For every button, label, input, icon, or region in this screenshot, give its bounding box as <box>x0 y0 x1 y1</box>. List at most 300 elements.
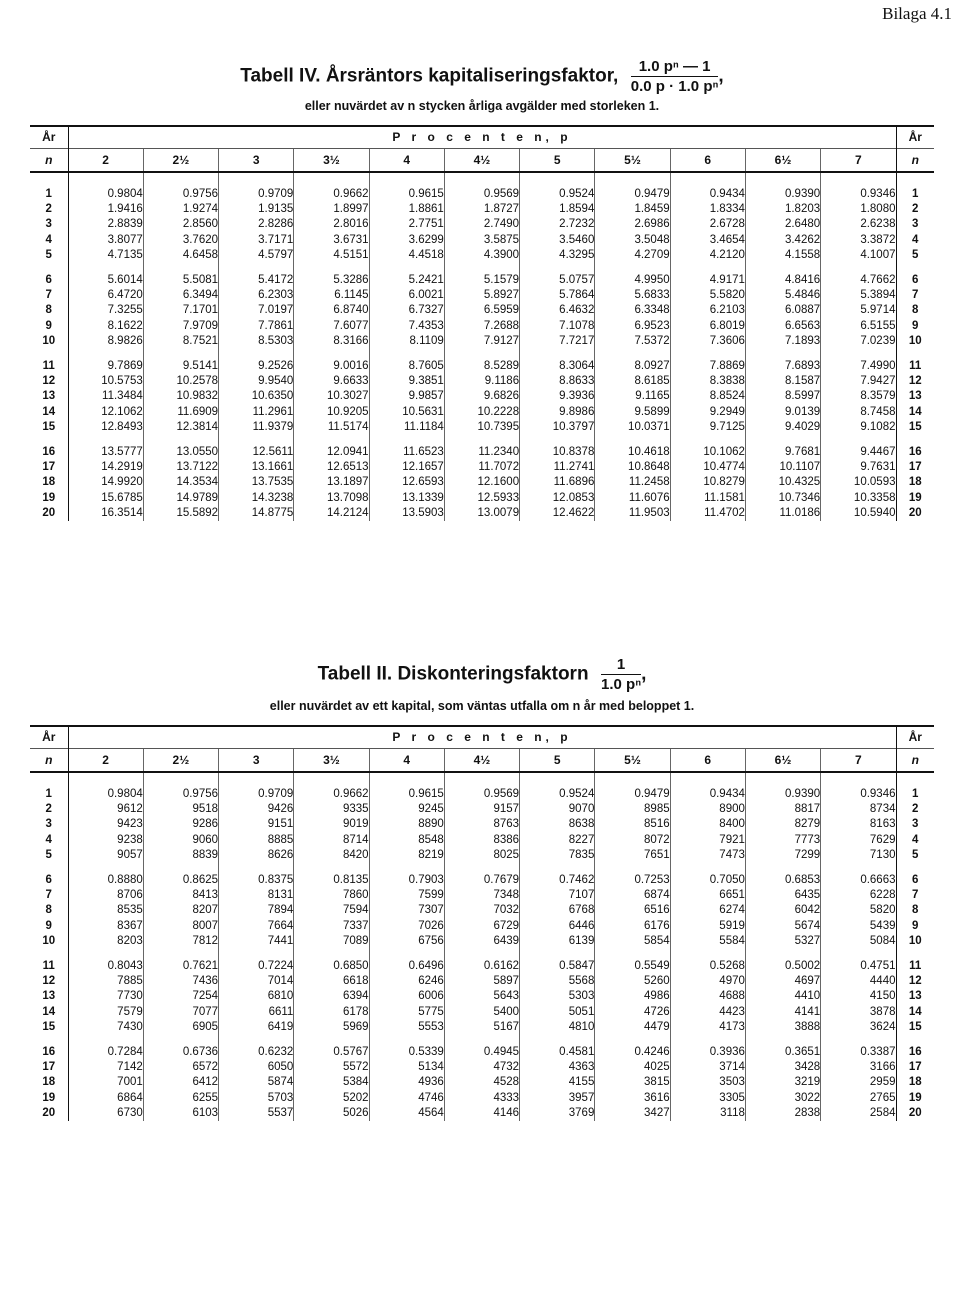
value-cell: 3957 <box>520 1091 595 1106</box>
spacer-cell <box>444 863 519 873</box>
value-cell: 7.8869 <box>670 359 745 374</box>
spacer-cell <box>68 263 143 273</box>
value-cell: 11.0186 <box>745 506 820 521</box>
spacer-cell <box>745 772 820 787</box>
spacer-cell <box>745 863 820 873</box>
spacer-cell <box>30 772 68 787</box>
table-row <box>30 833 934 848</box>
value-cell: 5874 <box>219 1075 294 1090</box>
table-row <box>30 787 934 802</box>
year-sub-right: n <box>896 748 934 772</box>
year-sub-right: n <box>896 148 934 172</box>
year-cell-right: 7 <box>896 288 934 303</box>
value-cell: 8706 <box>68 888 143 903</box>
value-cell: 3878 <box>821 1005 896 1020</box>
value-cell: 12.0941 <box>294 445 369 460</box>
value-cell: 6446 <box>520 919 595 934</box>
value-cell: 3.7171 <box>219 233 294 248</box>
value-cell: 2765 <box>821 1091 896 1106</box>
spacer-cell <box>369 949 444 959</box>
value-cell: 11.6523 <box>369 445 444 460</box>
spacer-cell <box>219 772 294 787</box>
value-cell: 0.7284 <box>68 1045 143 1060</box>
value-cell: 5.6833 <box>595 288 670 303</box>
value-cell: 4423 <box>670 1005 745 1020</box>
value-cell: 9.4467 <box>821 445 896 460</box>
value-cell: 9.1082 <box>821 420 896 435</box>
value-cell: 8890 <box>369 817 444 832</box>
table-row <box>30 460 934 475</box>
value-cell: 8.6185 <box>595 374 670 389</box>
value-cell: 7651 <box>595 848 670 863</box>
year-cell-left: 16 <box>30 445 68 460</box>
spacer-cell <box>219 263 294 273</box>
value-cell: 0.9434 <box>670 787 745 802</box>
year-cell-right: 12 <box>896 374 934 389</box>
value-cell: 7.9427 <box>821 374 896 389</box>
header-row-percents <box>30 148 934 172</box>
appendix-label: Bilaga 4.1 <box>882 4 952 23</box>
table-row <box>30 848 934 863</box>
percent-column-header: 5½ <box>595 748 670 772</box>
value-cell: 6103 <box>143 1106 218 1121</box>
value-cell: 0.9804 <box>68 787 143 802</box>
table-iv-section <box>30 58 934 521</box>
table-row <box>30 959 934 974</box>
year-cell-right: 17 <box>896 1060 934 1075</box>
value-cell: 7579 <box>68 1005 143 1020</box>
value-cell: 3.8077 <box>68 233 143 248</box>
formula-denominator: 0.0 p · 1.0 pⁿ <box>630 78 719 95</box>
value-cell: 6810 <box>219 989 294 1004</box>
value-cell: 0.7253 <box>595 873 670 888</box>
year-cell-right: 14 <box>896 405 934 420</box>
value-cell: 3815 <box>595 1075 670 1090</box>
value-cell: 10.2228 <box>444 405 519 420</box>
spacer-cell <box>595 863 670 873</box>
year-cell-right: 3 <box>896 817 934 832</box>
value-cell: 9.5899 <box>595 405 670 420</box>
spacer-cell <box>294 949 369 959</box>
table-iv-formula <box>631 58 719 95</box>
value-cell: 6246 <box>369 974 444 989</box>
group-spacer <box>30 863 934 873</box>
year-header-right: År <box>896 726 934 748</box>
value-cell: 10.6350 <box>219 389 294 404</box>
value-cell: 4.7135 <box>68 248 143 263</box>
percent-column-header: 4½ <box>444 748 519 772</box>
table-row <box>30 903 934 918</box>
value-cell: 8734 <box>821 802 896 817</box>
value-cell: 13.0079 <box>444 506 519 521</box>
spacer-cell <box>745 349 820 359</box>
value-cell: 0.9756 <box>143 187 218 202</box>
value-cell: 5167 <box>444 1020 519 1035</box>
table-row <box>30 1091 934 1106</box>
value-cell: 4726 <box>595 1005 670 1020</box>
value-cell: 12.1657 <box>369 460 444 475</box>
value-cell: 1.8861 <box>369 202 444 217</box>
value-cell: 0.6496 <box>369 959 444 974</box>
table-row <box>30 233 934 248</box>
value-cell: 8.8524 <box>670 389 745 404</box>
value-cell: 7337 <box>294 919 369 934</box>
value-cell: 2.8839 <box>68 217 143 232</box>
group-spacer <box>30 772 934 787</box>
value-cell: 0.6853 <box>745 873 820 888</box>
spacer-cell <box>294 172 369 187</box>
value-cell: 14.3238 <box>219 491 294 506</box>
value-cell: 0.5268 <box>670 959 745 974</box>
year-cell-left: 16 <box>30 1045 68 1060</box>
value-cell: 8.7458 <box>821 405 896 420</box>
value-cell: 7.6077 <box>294 319 369 334</box>
value-cell: 1.9416 <box>68 202 143 217</box>
value-cell: 0.9390 <box>745 787 820 802</box>
value-cell: 8535 <box>68 903 143 918</box>
value-cell: 7.9709 <box>143 319 218 334</box>
value-cell: 3.5875 <box>444 233 519 248</box>
year-cell-right: 19 <box>896 491 934 506</box>
percent-column-header: 2½ <box>143 748 218 772</box>
value-cell: 0.9569 <box>444 787 519 802</box>
value-cell: 0.8135 <box>294 873 369 888</box>
table-row <box>30 248 934 263</box>
spacer-cell <box>595 172 670 187</box>
spacer-cell <box>369 172 444 187</box>
year-cell-right: 8 <box>896 903 934 918</box>
value-cell: 12.1062 <box>68 405 143 420</box>
percent-header: P r o c e n t e n, p <box>68 126 896 148</box>
value-cell: 0.9524 <box>520 187 595 202</box>
spacer-cell <box>595 349 670 359</box>
value-cell: 6905 <box>143 1020 218 1035</box>
value-cell: 12.1600 <box>444 475 519 490</box>
value-cell: 4936 <box>369 1075 444 1090</box>
year-cell-left: 11 <box>30 359 68 374</box>
value-cell: 9423 <box>68 817 143 832</box>
value-cell: 4.5797 <box>219 248 294 263</box>
spacer-cell <box>896 435 934 445</box>
spacer-cell <box>219 1035 294 1045</box>
spacer-cell <box>896 349 934 359</box>
value-cell: 3118 <box>670 1106 745 1121</box>
table-row <box>30 1020 934 1035</box>
year-cell-left: 11 <box>30 959 68 974</box>
spacer-cell <box>30 435 68 445</box>
value-cell: 9.2526 <box>219 359 294 374</box>
spacer-cell <box>294 1035 369 1045</box>
value-cell: 5327 <box>745 934 820 949</box>
value-cell: 7254 <box>143 989 218 1004</box>
value-cell: 8.9826 <box>68 334 143 349</box>
value-cell: 7.0239 <box>821 334 896 349</box>
value-cell: 7.4990 <box>821 359 896 374</box>
value-cell: 7026 <box>369 919 444 934</box>
value-cell: 7436 <box>143 974 218 989</box>
value-cell: 5674 <box>745 919 820 934</box>
year-cell-right: 18 <box>896 1075 934 1090</box>
value-cell: 5553 <box>369 1020 444 1035</box>
value-cell: 6.4720 <box>68 288 143 303</box>
year-cell-left: 20 <box>30 506 68 521</box>
value-cell: 1.8203 <box>745 202 820 217</box>
spacer-cell <box>670 172 745 187</box>
value-cell: 7835 <box>520 848 595 863</box>
spacer-cell <box>143 949 218 959</box>
value-cell: 5820 <box>821 903 896 918</box>
spacer-cell <box>30 949 68 959</box>
value-cell: 10.9832 <box>143 389 218 404</box>
value-cell: 7773 <box>745 833 820 848</box>
table-row <box>30 389 934 404</box>
value-cell: 4.4518 <box>369 248 444 263</box>
value-cell: 12.5933 <box>444 491 519 506</box>
value-cell: 8885 <box>219 833 294 848</box>
value-cell: 10.3027 <box>294 389 369 404</box>
value-cell: 5.3894 <box>821 288 896 303</box>
spacer-cell <box>821 172 896 187</box>
value-cell: 8.7521 <box>143 334 218 349</box>
value-cell: 11.2741 <box>520 460 595 475</box>
value-cell: 4155 <box>520 1075 595 1090</box>
percent-column-header: 7 <box>821 748 896 772</box>
value-cell: 5643 <box>444 989 519 1004</box>
spacer-cell <box>30 1035 68 1045</box>
spacer-cell <box>595 435 670 445</box>
table-iv-title: Tabell IV. Årsräntors kapitaliseringsfaktor, <box>240 65 619 87</box>
year-cell-left: 20 <box>30 1106 68 1121</box>
value-cell: 0.7462 <box>520 873 595 888</box>
year-cell-left: 13 <box>30 389 68 404</box>
value-cell: 6756 <box>369 934 444 949</box>
value-cell: 10.4325 <box>745 475 820 490</box>
percent-column-header: 5 <box>520 748 595 772</box>
value-cell: 2.8016 <box>294 217 369 232</box>
spacer-cell <box>821 772 896 787</box>
value-cell: 4150 <box>821 989 896 1004</box>
table-ii-title: Tabell II. Diskonteringsfaktorn <box>317 663 589 685</box>
percent-column-header: 6 <box>670 748 745 772</box>
value-cell: 4479 <box>595 1020 670 1035</box>
value-cell: 0.7050 <box>670 873 745 888</box>
value-cell: 4025 <box>595 1060 670 1075</box>
year-cell-right: 6 <box>896 873 934 888</box>
spacer-cell <box>520 1035 595 1045</box>
value-cell: 10.5940 <box>821 506 896 521</box>
table-row <box>30 934 934 949</box>
value-cell: 13.1339 <box>369 491 444 506</box>
value-cell: 8817 <box>745 802 820 817</box>
spacer-cell <box>670 772 745 787</box>
spacer-cell <box>143 263 218 273</box>
percent-column-header: 4½ <box>444 148 519 172</box>
spacer-cell <box>896 263 934 273</box>
value-cell: 9070 <box>520 802 595 817</box>
table-ii-subtitle: eller nuvärdet av ett kapital, som väntas utfalla om n år med beloppet 1. <box>269 699 695 713</box>
value-cell: 11.9503 <box>595 506 670 521</box>
value-cell: 0.5549 <box>595 959 670 974</box>
value-cell: 10.3358 <box>821 491 896 506</box>
value-cell: 14.3534 <box>143 475 218 490</box>
spacer-cell <box>520 772 595 787</box>
spacer-cell <box>219 435 294 445</box>
value-cell: 5572 <box>294 1060 369 1075</box>
value-cell: 13.7535 <box>219 475 294 490</box>
value-cell: 8163 <box>821 817 896 832</box>
value-cell: 14.9920 <box>68 475 143 490</box>
spacer-cell <box>294 772 369 787</box>
table-row <box>30 1075 934 1090</box>
value-cell: 0.8375 <box>219 873 294 888</box>
year-cell-right: 18 <box>896 475 934 490</box>
table-row <box>30 420 934 435</box>
value-cell: 13.1661 <box>219 460 294 475</box>
value-cell: 2.7751 <box>369 217 444 232</box>
value-cell: 3.4654 <box>670 233 745 248</box>
year-sub-left: n <box>30 748 68 772</box>
spacer-cell <box>745 435 820 445</box>
value-cell: 12.0853 <box>520 491 595 506</box>
formula-denominator: 1.0 pⁿ <box>601 676 642 693</box>
year-cell-left: 3 <box>30 217 68 232</box>
spacer-cell <box>595 772 670 787</box>
value-cell: 8714 <box>294 833 369 848</box>
value-cell: 1.8594 <box>520 202 595 217</box>
value-cell: 8516 <box>595 817 670 832</box>
year-cell-right: 15 <box>896 1020 934 1035</box>
value-cell: 9.7681 <box>745 445 820 460</box>
value-cell: 3616 <box>595 1091 670 1106</box>
value-cell: 3503 <box>670 1075 745 1090</box>
value-cell: 8207 <box>143 903 218 918</box>
year-cell-left: 14 <box>30 405 68 420</box>
year-cell-right: 11 <box>896 359 934 374</box>
value-cell: 9.1165 <box>595 389 670 404</box>
value-cell: 4697 <box>745 974 820 989</box>
value-cell: 5134 <box>369 1060 444 1075</box>
spacer-cell <box>143 1035 218 1045</box>
value-cell: 4.2120 <box>670 248 745 263</box>
value-cell: 5.3286 <box>294 273 369 288</box>
year-cell-left: 8 <box>30 303 68 318</box>
year-cell-right: 5 <box>896 848 934 863</box>
value-cell: 5.7864 <box>520 288 595 303</box>
year-cell-left: 1 <box>30 187 68 202</box>
value-cell: 6.0021 <box>369 288 444 303</box>
year-cell-right: 17 <box>896 460 934 475</box>
table-row <box>30 491 934 506</box>
formula-comma: , <box>718 65 724 87</box>
value-cell: 8227 <box>520 833 595 848</box>
value-cell: 3.6731 <box>294 233 369 248</box>
value-cell: 0.9479 <box>595 187 670 202</box>
year-cell-left: 5 <box>30 848 68 863</box>
spacer-cell <box>595 1035 670 1045</box>
year-cell-right: 16 <box>896 445 934 460</box>
value-cell: 5537 <box>219 1106 294 1121</box>
spacer-cell <box>68 949 143 959</box>
value-cell: 4.7662 <box>821 273 896 288</box>
spacer-cell <box>143 863 218 873</box>
percent-column-header: 3 <box>219 148 294 172</box>
value-cell: 0.6162 <box>444 959 519 974</box>
percent-column-header: 5 <box>520 148 595 172</box>
table-row <box>30 802 934 817</box>
value-cell: 7730 <box>68 989 143 1004</box>
percent-column-header: 6½ <box>745 148 820 172</box>
value-cell: 11.4702 <box>670 506 745 521</box>
value-cell: 5202 <box>294 1091 369 1106</box>
spacer-cell <box>68 772 143 787</box>
spacer-cell <box>896 949 934 959</box>
year-cell-left: 19 <box>30 1091 68 1106</box>
value-cell: 8.3838 <box>670 374 745 389</box>
value-cell: 8413 <box>143 888 218 903</box>
spacer-cell <box>68 863 143 873</box>
value-cell: 4363 <box>520 1060 595 1075</box>
value-cell: 7348 <box>444 888 519 903</box>
year-cell-left: 10 <box>30 334 68 349</box>
year-cell-left: 6 <box>30 873 68 888</box>
year-cell-left: 4 <box>30 833 68 848</box>
value-cell: 3.5048 <box>595 233 670 248</box>
value-cell: 5.9714 <box>821 303 896 318</box>
value-cell: 9157 <box>444 802 519 817</box>
value-cell: 11.3484 <box>68 389 143 404</box>
value-cell: 0.9569 <box>444 187 519 202</box>
value-cell: 0.6663 <box>821 873 896 888</box>
value-cell: 9.4029 <box>745 420 820 435</box>
value-cell: 2.8286 <box>219 217 294 232</box>
value-cell: 12.6593 <box>369 475 444 490</box>
value-cell: 7.3255 <box>68 303 143 318</box>
value-cell: 6042 <box>745 903 820 918</box>
value-cell: 8400 <box>670 817 745 832</box>
value-cell: 8072 <box>595 833 670 848</box>
value-cell: 1.8727 <box>444 202 519 217</box>
value-cell: 4.3900 <box>444 248 519 263</box>
value-cell: 11.6909 <box>143 405 218 420</box>
table-iv <box>30 125 934 521</box>
value-cell: 7.3606 <box>670 334 745 349</box>
value-cell: 10.8279 <box>670 475 745 490</box>
value-cell: 2959 <box>821 1075 896 1090</box>
table-row <box>30 405 934 420</box>
year-cell-right: 2 <box>896 202 934 217</box>
year-cell-right: 1 <box>896 787 934 802</box>
value-cell: 9.7125 <box>670 420 745 435</box>
spacer-cell <box>369 349 444 359</box>
spacer-cell <box>595 949 670 959</box>
value-cell: 0.4751 <box>821 959 896 974</box>
spacer-cell <box>30 172 68 187</box>
spacer-cell <box>369 435 444 445</box>
year-cell-left: 1 <box>30 787 68 802</box>
year-cell-right: 13 <box>896 389 934 404</box>
table-row <box>30 187 934 202</box>
table-ii-section <box>30 656 934 1121</box>
table-row <box>30 334 934 349</box>
value-cell: 13.5777 <box>68 445 143 460</box>
value-cell: 0.5847 <box>520 959 595 974</box>
value-cell: 0.7903 <box>369 873 444 888</box>
spacer-cell <box>444 949 519 959</box>
value-cell: 0.6232 <box>219 1045 294 1060</box>
value-cell: 6139 <box>520 934 595 949</box>
year-cell-right: 13 <box>896 989 934 1004</box>
value-cell: 0.9662 <box>294 787 369 802</box>
